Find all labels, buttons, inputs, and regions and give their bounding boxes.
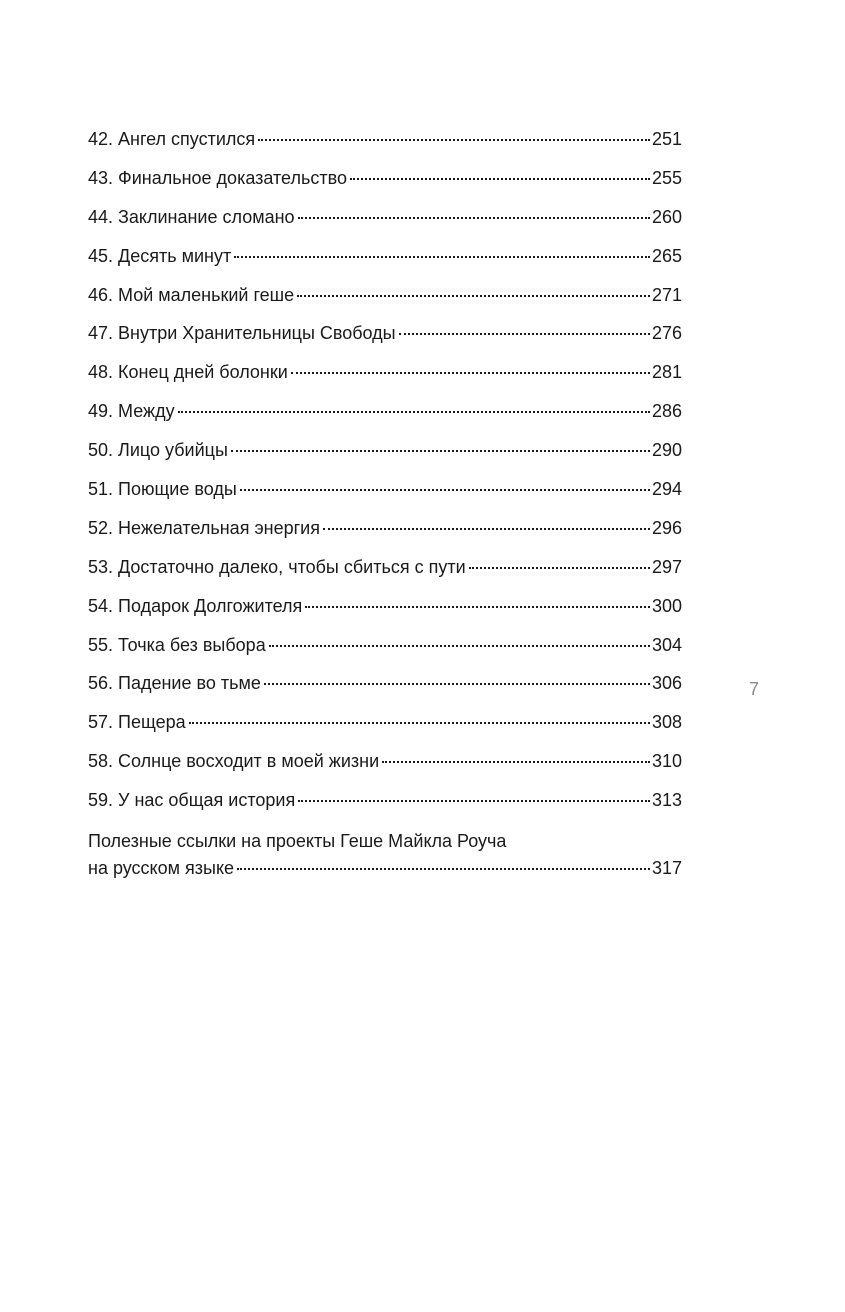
dot-leader (231, 450, 650, 452)
toc-entry-page: 308 (651, 712, 682, 733)
dot-leader (399, 333, 650, 335)
toc-entry[interactable] (88, 634, 682, 673)
toc-entry-title: 48. Конец дней болонки (88, 362, 288, 383)
toc-entry-title: 53. Достаточно далеко, чтобы сбиться с пути (88, 556, 466, 577)
dot-leader (189, 722, 650, 724)
dot-leader (240, 489, 650, 491)
dot-leader (269, 645, 650, 647)
toc-entry[interactable] (88, 206, 682, 245)
dot-leader (350, 178, 650, 180)
toc-entry[interactable] (88, 361, 682, 400)
toc-entry[interactable] (88, 322, 682, 361)
toc-entry-title: 56. Падение во тьме (88, 673, 261, 694)
page-number: 7 (749, 679, 760, 699)
toc-entry-title: 57. Пещера (88, 712, 186, 733)
toc-entry-page: 297 (651, 556, 682, 577)
toc-entry[interactable] (88, 517, 682, 556)
toc-entry-title: 45. Десять минут (88, 245, 232, 266)
dot-leader (234, 256, 650, 258)
toc-entry[interactable] (88, 711, 682, 750)
dot-leader (237, 868, 650, 870)
toc-entry-page: 271 (651, 284, 682, 305)
toc-entry-title: 44. Заклинание сломано (88, 206, 295, 227)
toc-entry[interactable] (88, 284, 682, 323)
toc-entry-page: 276 (651, 323, 682, 344)
table-of-contents (88, 128, 682, 882)
toc-entry-title: 51. Поющие воды (88, 479, 237, 500)
dot-leader (258, 139, 650, 141)
toc-entry[interactable] (88, 672, 682, 711)
toc-entry-page: 294 (651, 479, 682, 500)
toc-entry-page: 281 (651, 362, 682, 383)
toc-entry-title: 55. Точка без выбора (88, 634, 266, 655)
toc-entry[interactable] (88, 789, 682, 828)
dot-leader (178, 411, 650, 413)
toc-entry-page: 251 (651, 129, 682, 149)
dot-leader (469, 567, 650, 569)
toc-entry-page: 286 (651, 401, 682, 422)
toc-entry-page: 265 (651, 245, 682, 266)
toc-entry-final[interactable] (88, 828, 682, 882)
toc-entry-title: 42. Ангел спустился (88, 129, 256, 149)
toc-entry-title: 58. Солнце восходит в моей жизни (88, 751, 380, 772)
dot-leader (305, 606, 650, 608)
dot-leader (264, 683, 650, 685)
toc-entry[interactable] (88, 595, 682, 634)
toc-entry-page: 255 (651, 167, 682, 188)
toc-entry[interactable] (88, 439, 682, 478)
toc-entry-title: 54. Подарок Долгожителя (88, 595, 303, 616)
dot-leader (298, 800, 650, 802)
toc-entry-title: 50. Лицо убийцы (88, 440, 228, 461)
toc-entry-page: 306 (651, 673, 682, 694)
toc-entry-line2 (88, 855, 682, 882)
toc-entry-title: 59. У нас общая история (88, 790, 296, 811)
toc-entry[interactable] (88, 478, 682, 517)
toc-entry-page: 304 (651, 634, 682, 655)
toc-entry-title: 52. Нежелательная энергия (88, 517, 320, 538)
toc-entry-title-line1: Полезные ссылки на проекты Геше Майкла Роуча (88, 831, 507, 852)
dot-leader (297, 295, 650, 297)
toc-entry-title: 46. Мой маленький геше (88, 284, 295, 305)
toc-entry-page: 317 (651, 858, 682, 879)
toc-entry-page: 300 (651, 595, 682, 616)
toc-entry[interactable] (88, 167, 682, 206)
toc-entry-page: 296 (651, 517, 682, 538)
toc-entry[interactable] (88, 556, 682, 595)
toc-entry[interactable] (88, 128, 682, 167)
dot-leader (382, 761, 650, 763)
toc-entry-title-line2: на русском языке (88, 858, 235, 879)
toc-entry-page: 290 (651, 440, 682, 461)
dot-leader (291, 372, 650, 374)
toc-entry-page: 313 (651, 790, 682, 811)
toc-entry-title: 49. Между (88, 401, 175, 422)
toc-entry-title: 43. Финальное доказательство (88, 167, 347, 188)
dot-leader (323, 528, 650, 530)
dot-leader (298, 217, 650, 219)
toc-entry-page: 310 (651, 751, 682, 772)
toc-entry-page: 260 (651, 206, 682, 227)
toc-entry[interactable] (88, 400, 682, 439)
toc-entry-title: 47. Внутри Хранительницы Свободы (88, 323, 396, 344)
toc-entry[interactable] (88, 245, 682, 284)
toc-entry[interactable] (88, 750, 682, 789)
